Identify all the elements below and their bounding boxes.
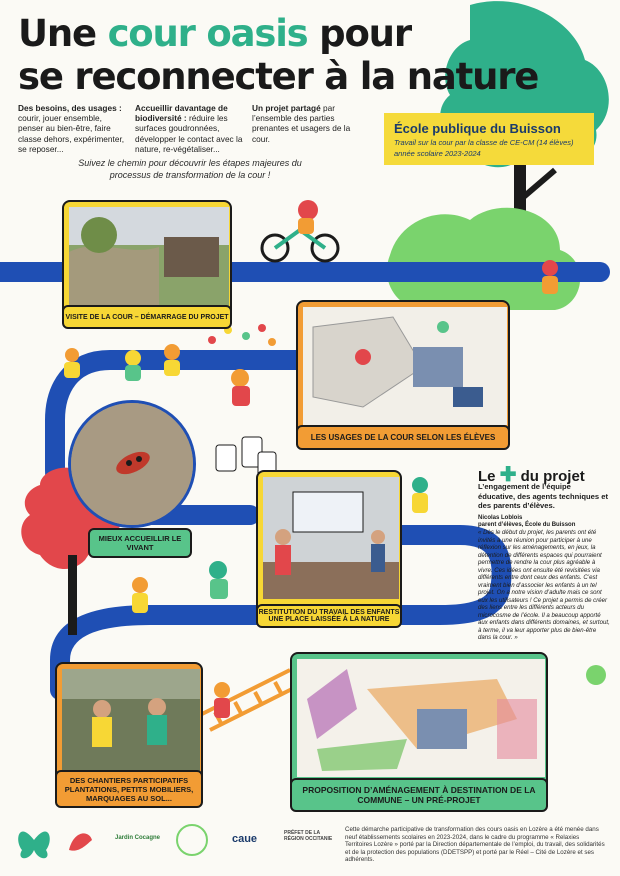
column-biodiversity: Accueillir davantage de biodiversité : réduire les surfaces goudronnées, développer le contact avec la nature, re-végétaliser... bbox=[135, 103, 243, 154]
column-needs: Des besoins, des usages : courir, jouer ensemble, penser au bien-être, faire classe dehors, expérimenter, se reposer... bbox=[18, 103, 125, 154]
school-class: Travail sur la cour par la classe de CE-CM (14 élèves) bbox=[394, 138, 574, 147]
child-on-bike-icon bbox=[262, 200, 338, 261]
jardin-logo: Jardin Cocagne bbox=[115, 835, 161, 841]
butterfly-logo-icon bbox=[14, 820, 54, 862]
plus-lead: L’engagement de l’équipe éducative, des agents techniques et des parents d’élèves. bbox=[478, 482, 608, 510]
intro-text: Suivez le chemin pour découvrir les étapes majeures du processus de transformation de la cour ! bbox=[78, 158, 302, 180]
column-shared-project: Un projet partagé par l’ensemble des parties prenantes et usagers de la cour. bbox=[252, 103, 351, 144]
bush-right-icon bbox=[387, 208, 580, 310]
prefet-logo: PRÉFET DE LA RÉGION OCCITANIE bbox=[284, 830, 333, 842]
school-name: École publique du Buisson bbox=[394, 121, 561, 136]
firebug-photo bbox=[71, 403, 193, 525]
step3-photo-frame bbox=[68, 400, 196, 528]
bird-logo-icon bbox=[64, 825, 96, 859]
pre-project-plan bbox=[297, 659, 545, 777]
garden-photo bbox=[69, 207, 229, 307]
plus-cross-icon: ✚ bbox=[499, 464, 517, 486]
title-accent: cour oasis bbox=[107, 12, 308, 55]
school-logo-icon bbox=[175, 822, 209, 858]
planting-photo bbox=[62, 669, 200, 771]
caue-logo: caue bbox=[231, 833, 258, 845]
step6-caption: PROPOSITION D’AMÉNAGEMENT À DESTINATION DE LA COMMUNE – UN PRÉ-PROJET bbox=[290, 778, 548, 812]
plus-quote: « Dès le début du projet, les parents ont été invités à une réunion pour participer à une réflexion sur les aménagements, en jeux, la détention de différents espaces qui pourraient permettre de rendre la cour plus agréable à vivre. Ces idées ont ensuite été revisitées via différents entre dont ceux des enfants. C’est vraiment bien d’associer les enfants à un tel projet. On a notre vision d’adulte mais ce sont eux les utilisateurs ! Ce projet a permis de créer des liens entre les différents acteurs du microcosme de l’école. Il a beaucoup apporté aux enfants dans différents domaines, et surtout, à terme, il va leur apporter plus de bien-être dans la cour. » bbox=[478, 529, 610, 641]
plus-author: Nicolas Loblois parent d’élèves, École du Buisson bbox=[478, 515, 576, 529]
footer-text: Cette démarche participative de transformation des cours oasis en Lozère a été menée dans neuf établissements scolaires en 2023-2024, dans le cadre du programme « Relaxies Territoires Lozère » porté par la Direction départementale de l’emploi, du travail, des solidarités et de la protection des populations (DDETSPP) et porté par le Réel – Cité de Lozère et ses adhérents. bbox=[345, 826, 605, 864]
step2-caption: LES USAGES DE LA COUR SELON LES ÉLÈVES bbox=[296, 425, 510, 450]
step1-caption: VISITE DE LA COUR – DÉMARRAGE DU PROJET bbox=[62, 305, 232, 329]
step5-caption: DES CHANTIERS PARTICIPATIFS PLANTATIONS, PETITS MOBILIERS, MARQUAGES AU SOL... bbox=[55, 770, 203, 808]
page-title: Une cour oasis pour se reconnecter à la nature bbox=[18, 12, 539, 98]
school-box bbox=[384, 113, 594, 165]
step4-caption: RESTITUTION DU TRAVAIL DES ENFANTS UNE PLACE LAISSÉE À LA NATURE bbox=[256, 604, 402, 628]
children-usage-plan bbox=[303, 307, 507, 425]
classroom-photo bbox=[263, 477, 399, 599]
school-year: année scolaire 2023-2024 bbox=[394, 149, 481, 158]
plus-title: Le ✚ du projet bbox=[478, 464, 585, 486]
step3-caption: MIEUX ACCUEILLIR LE VIVANT bbox=[88, 528, 192, 558]
